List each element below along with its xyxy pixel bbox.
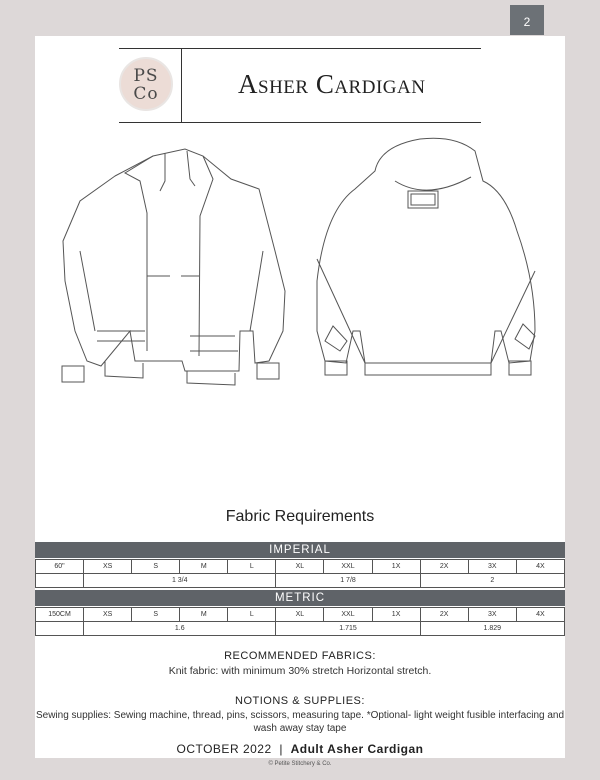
metric-table: [35, 607, 565, 636]
imperial-yardage-row: [36, 574, 565, 588]
page-number: 2: [510, 5, 544, 35]
table-cell: L: [228, 608, 276, 622]
table-cell: 3X: [468, 608, 516, 622]
table-cell: M: [180, 608, 228, 622]
table-cell: 1 3/4: [84, 574, 276, 588]
logo-text-bottom: Co: [133, 84, 159, 104]
cardigan-flat-sketch: [35, 131, 565, 421]
table-cell: XS: [84, 560, 132, 574]
metric-size-row: [36, 608, 565, 622]
notions-title: NOTIONS & SUPPLIES:: [235, 695, 365, 707]
metric-meterage-row: [36, 622, 565, 636]
table-cell: 1.715: [276, 622, 420, 636]
header-divider: [181, 48, 182, 123]
table-cell: 4X: [516, 560, 564, 574]
imperial-band: IMPERIAL: [35, 542, 565, 558]
footer-pattern-name: Adult Asher Cardigan: [290, 742, 424, 756]
metric-band: METRIC: [35, 590, 565, 606]
table-cell: [36, 622, 84, 636]
footer-date: OCTOBER 2022: [176, 742, 272, 756]
header-rule-bottom: [119, 122, 481, 123]
pattern-title: Asher Cardigan: [238, 69, 426, 99]
table-cell: XL: [276, 560, 324, 574]
table-cell: 1 7/8: [276, 574, 420, 588]
table-cell: S: [132, 560, 180, 574]
copyright: © Petite Stitchery & Co.: [268, 761, 332, 767]
table-cell: 1.829: [420, 622, 564, 636]
table-cell: L: [228, 560, 276, 574]
table-cell: 150CM: [36, 608, 84, 622]
recommended-fabrics-text: Knit fabric: with minimum 30% stretch Horizontal stretch.: [168, 665, 432, 677]
footer-separator: |: [279, 742, 283, 756]
table-cell: 2: [420, 574, 564, 588]
notions-text: Sewing supplies: Sewing machine, thread, pins, scissors, measuring tape. *Optional- light weight fusible interfacing and wash away stay tape: [35, 710, 565, 734]
table-cell: XL: [276, 608, 324, 622]
front-view-sketch: [62, 149, 285, 385]
table-cell: XXL: [324, 560, 372, 574]
table-cell: 3X: [468, 560, 516, 574]
table-cell: 4X: [516, 608, 564, 622]
table-cell: XS: [84, 608, 132, 622]
table-cell: M: [180, 560, 228, 574]
imperial-table: [35, 559, 565, 588]
table-cell: [36, 574, 84, 588]
table-cell: S: [132, 608, 180, 622]
back-view-sketch: [317, 138, 535, 375]
imperial-size-row: [36, 560, 565, 574]
table-cell: 1X: [372, 608, 420, 622]
page-footer: [0, 742, 600, 756]
table-cell: 2X: [420, 608, 468, 622]
table-cell: 60": [36, 560, 84, 574]
table-cell: 2X: [420, 560, 468, 574]
psco-logo: [119, 57, 173, 111]
fabric-requirements-heading: Fabric Requirements: [225, 508, 375, 525]
logo-text-top: PS: [133, 66, 159, 86]
recommended-fabrics-title: RECOMMENDED FABRICS:: [224, 650, 376, 662]
table-cell: 1X: [372, 560, 420, 574]
header-rule-top: [119, 48, 481, 49]
table-cell: 1.6: [84, 622, 276, 636]
table-cell: XXL: [324, 608, 372, 622]
pattern-page: [35, 36, 565, 758]
